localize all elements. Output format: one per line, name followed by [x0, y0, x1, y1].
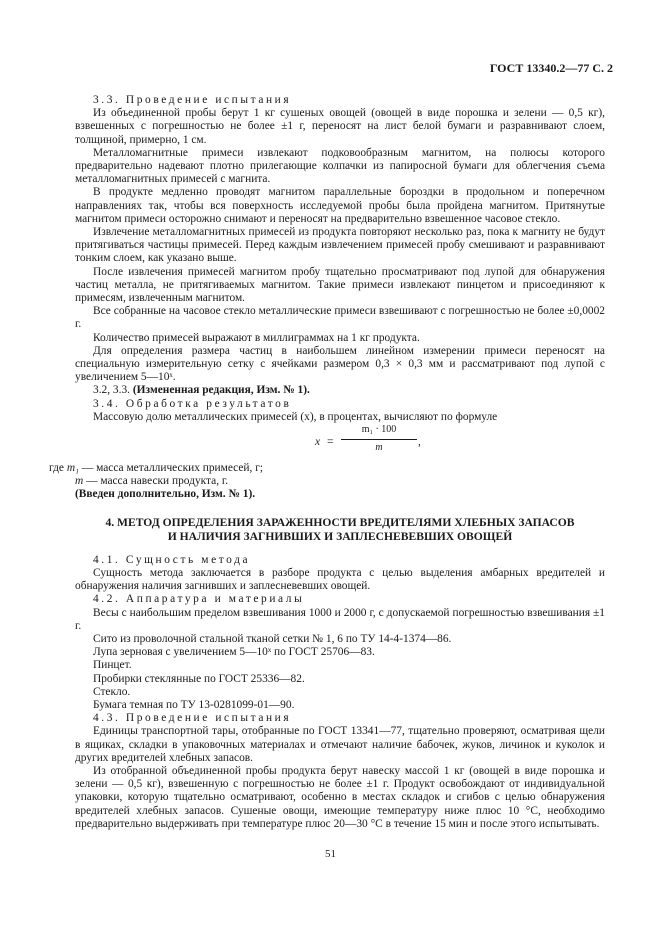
formula-fraction [341, 424, 417, 454]
subsection-3-3-heading: 3.3. Проведение испытания [93, 94, 292, 106]
paragraph: Пробирки стеклянные по ГОСТ 25336—82. [93, 672, 305, 685]
page-header: ГОСТ 13340.2—77 С. 2 [489, 61, 613, 75]
paragraph: Сущность метода заключается в разборе продукта с целью выделения амбарных вредителей и обнаружения наличия загнивших и заплесневевших овощей. [75, 566, 605, 593]
formula-denominator: m [375, 442, 383, 454]
subsection-4-3-heading: 4.3. Проведение испытания [93, 712, 292, 725]
paragraph: Для определения размера частиц в наибольшем линейном измерении примеси переносят на специальную измерительную сетку с ячейками размером 0,3 × 0,3 мм и рассматривают под лупой с увеличением 5—10ˣ. [75, 344, 605, 384]
paragraph: В продукте медленно проводят магнитом параллельные бороздки в продольном и поперечном направлениях так, чтобы вся поверхность исследуемой пробы была пройдена магнитом. Притянутые магнитом примеси осторожно снимают и переносят на предварительно взвешенное часовое стекло. [75, 186, 605, 225]
paragraph: Из объединенной пробы берут 1 кг сушеных овощей (овощей в виде порошка и зелени — 0,5 кг), взвешенных с погрешностью не более ±1 г, переносят на лист белой бумаги и разравнивают слоем, толщиной, примерно, 1 см. [75, 107, 605, 146]
definition-variable: m₁ [66, 462, 80, 475]
formula [75, 424, 605, 462]
section-4-title [75, 516, 605, 544]
formula-variable: x [315, 436, 321, 449]
amendment-ref: 3.2, 3.3. [93, 384, 131, 397]
section-title-line: 4. МЕТОД ОПРЕДЕЛЕНИЯ ЗАРАЖЕННОСТИ ВРЕДИТЕЛЯМИ ХЛЕБНЫХ ЗАПАСОВ [105, 515, 575, 529]
paragraph: Бумага темная по ТУ 13-0281099-01—90. [93, 698, 295, 711]
subsection-4-2-heading: 4.2. Аппаратура и материалы [93, 593, 305, 606]
paragraph: Пинцет. [93, 659, 132, 672]
paragraph: Все собранные на часовое стекло металлические примеси взвешивают с погрешностью не более ±0,0002 г. [75, 305, 605, 331]
definition-row [49, 462, 605, 475]
fraction-bar [341, 439, 417, 440]
formula-comma: , [418, 436, 421, 449]
paragraph: Сито из проволочной стальной тканой сетки № 1, 6 по ТУ 14-4-1374—86. [93, 632, 452, 645]
formula-numerator: m₁ · 100 [361, 424, 397, 436]
amendment-note [75, 384, 605, 397]
definition-lead: где [49, 462, 64, 475]
paragraph: Весы с наибольшим пределом взвешивания 1000 и 2000 г, с допускаемой погрешностью взвешивания ±1 г. [75, 606, 605, 632]
definition-text: — масса металлических примесей, г; [79, 462, 264, 475]
section-title-line: И НАЛИЧИЯ ЗАГНИВШИХ И ЗАПЛЕСНЕВЕВШИХ ОВОЩЕЙ [167, 529, 513, 543]
paragraph: Извлечение металломагнитных примесей из продукта повторяют несколько раз, пока к магниту не будут притягиваться частицы примесей. Перед каждым извлечением примесей пробу смешивают и разравнивают тонким слоем, как указано выше. [75, 226, 605, 265]
paragraph: Из отобранной объединенной пробы продукта берут навеску массой 1 кг (овощей в виде порошка и зелени — 0,5 кг), взвешенную с погрешностью не более ±1 г. Продукт освобождают от индивидуальной упаковки, которую тщательно осматривают, особенно в местах складок и сгибов с целью обнаружения вредителей хлебных запасов. Сушеные овощи, имеющие температуру ниже плюс 10 °С, необходимо предварительно выдерживать при температуре плюс 20—30 °С в течение 15 мин и после этого испытывать. [75, 764, 605, 830]
page-number: 51 [325, 848, 336, 860]
paragraph: Стекло. [93, 685, 131, 698]
amendment-text: (Измененная редакция, Изм. № 1). [132, 384, 310, 397]
subsection-4-1-heading: 4.1. Сущность метода [93, 553, 251, 566]
definition-text: — масса навески продукта, г. [83, 475, 229, 488]
body-text [49, 94, 605, 831]
formula-equals: = [327, 436, 334, 449]
definition-row [49, 475, 605, 488]
subsection-3-4-heading: 3.4. Обработка результатов [93, 397, 292, 410]
paragraph: Металломагнитные примеси извлекают подковообразным магнитом, на полюсы которого предварительно надевают плотно прилегающие колпачки из папиросной бумаги для облегчения съема металломагнитных примесей с магнита. [75, 146, 605, 186]
paragraph: Количество примесей выражают в миллиграммах на 1 кг продукта. [93, 331, 420, 344]
paragraph: Массовую долю металлических примесей (х), в процентах, вычисляют по формуле [93, 410, 498, 423]
paragraph: Лупа зерновая с увеличением 5—10ˣ по ГОСТ 25706—83. [93, 646, 375, 659]
amendment-text: (Введен дополнительно, Изм. № 1). [75, 488, 256, 501]
paragraph: Единицы транспортной тары, отобранные по ГОСТ 13341—77, тщательно проверяют, осматривая щели в ящиках, складки в упаковочных материалах и отмечают наличие бабочек, жуков, личинок и куколок и других вредителей хлебных запасов. [75, 725, 605, 764]
formula-definitions [49, 462, 605, 502]
definition-variable: m [75, 475, 84, 488]
paragraph: После извлечения примесей магнитом пробу тщательно просматривают под лупой для обнаружения частиц металла, не притягиваемых магнитом. Такие примеси извлекают пинцетом и присоединяют к примесям, извлеченным магнитом. [75, 265, 605, 305]
